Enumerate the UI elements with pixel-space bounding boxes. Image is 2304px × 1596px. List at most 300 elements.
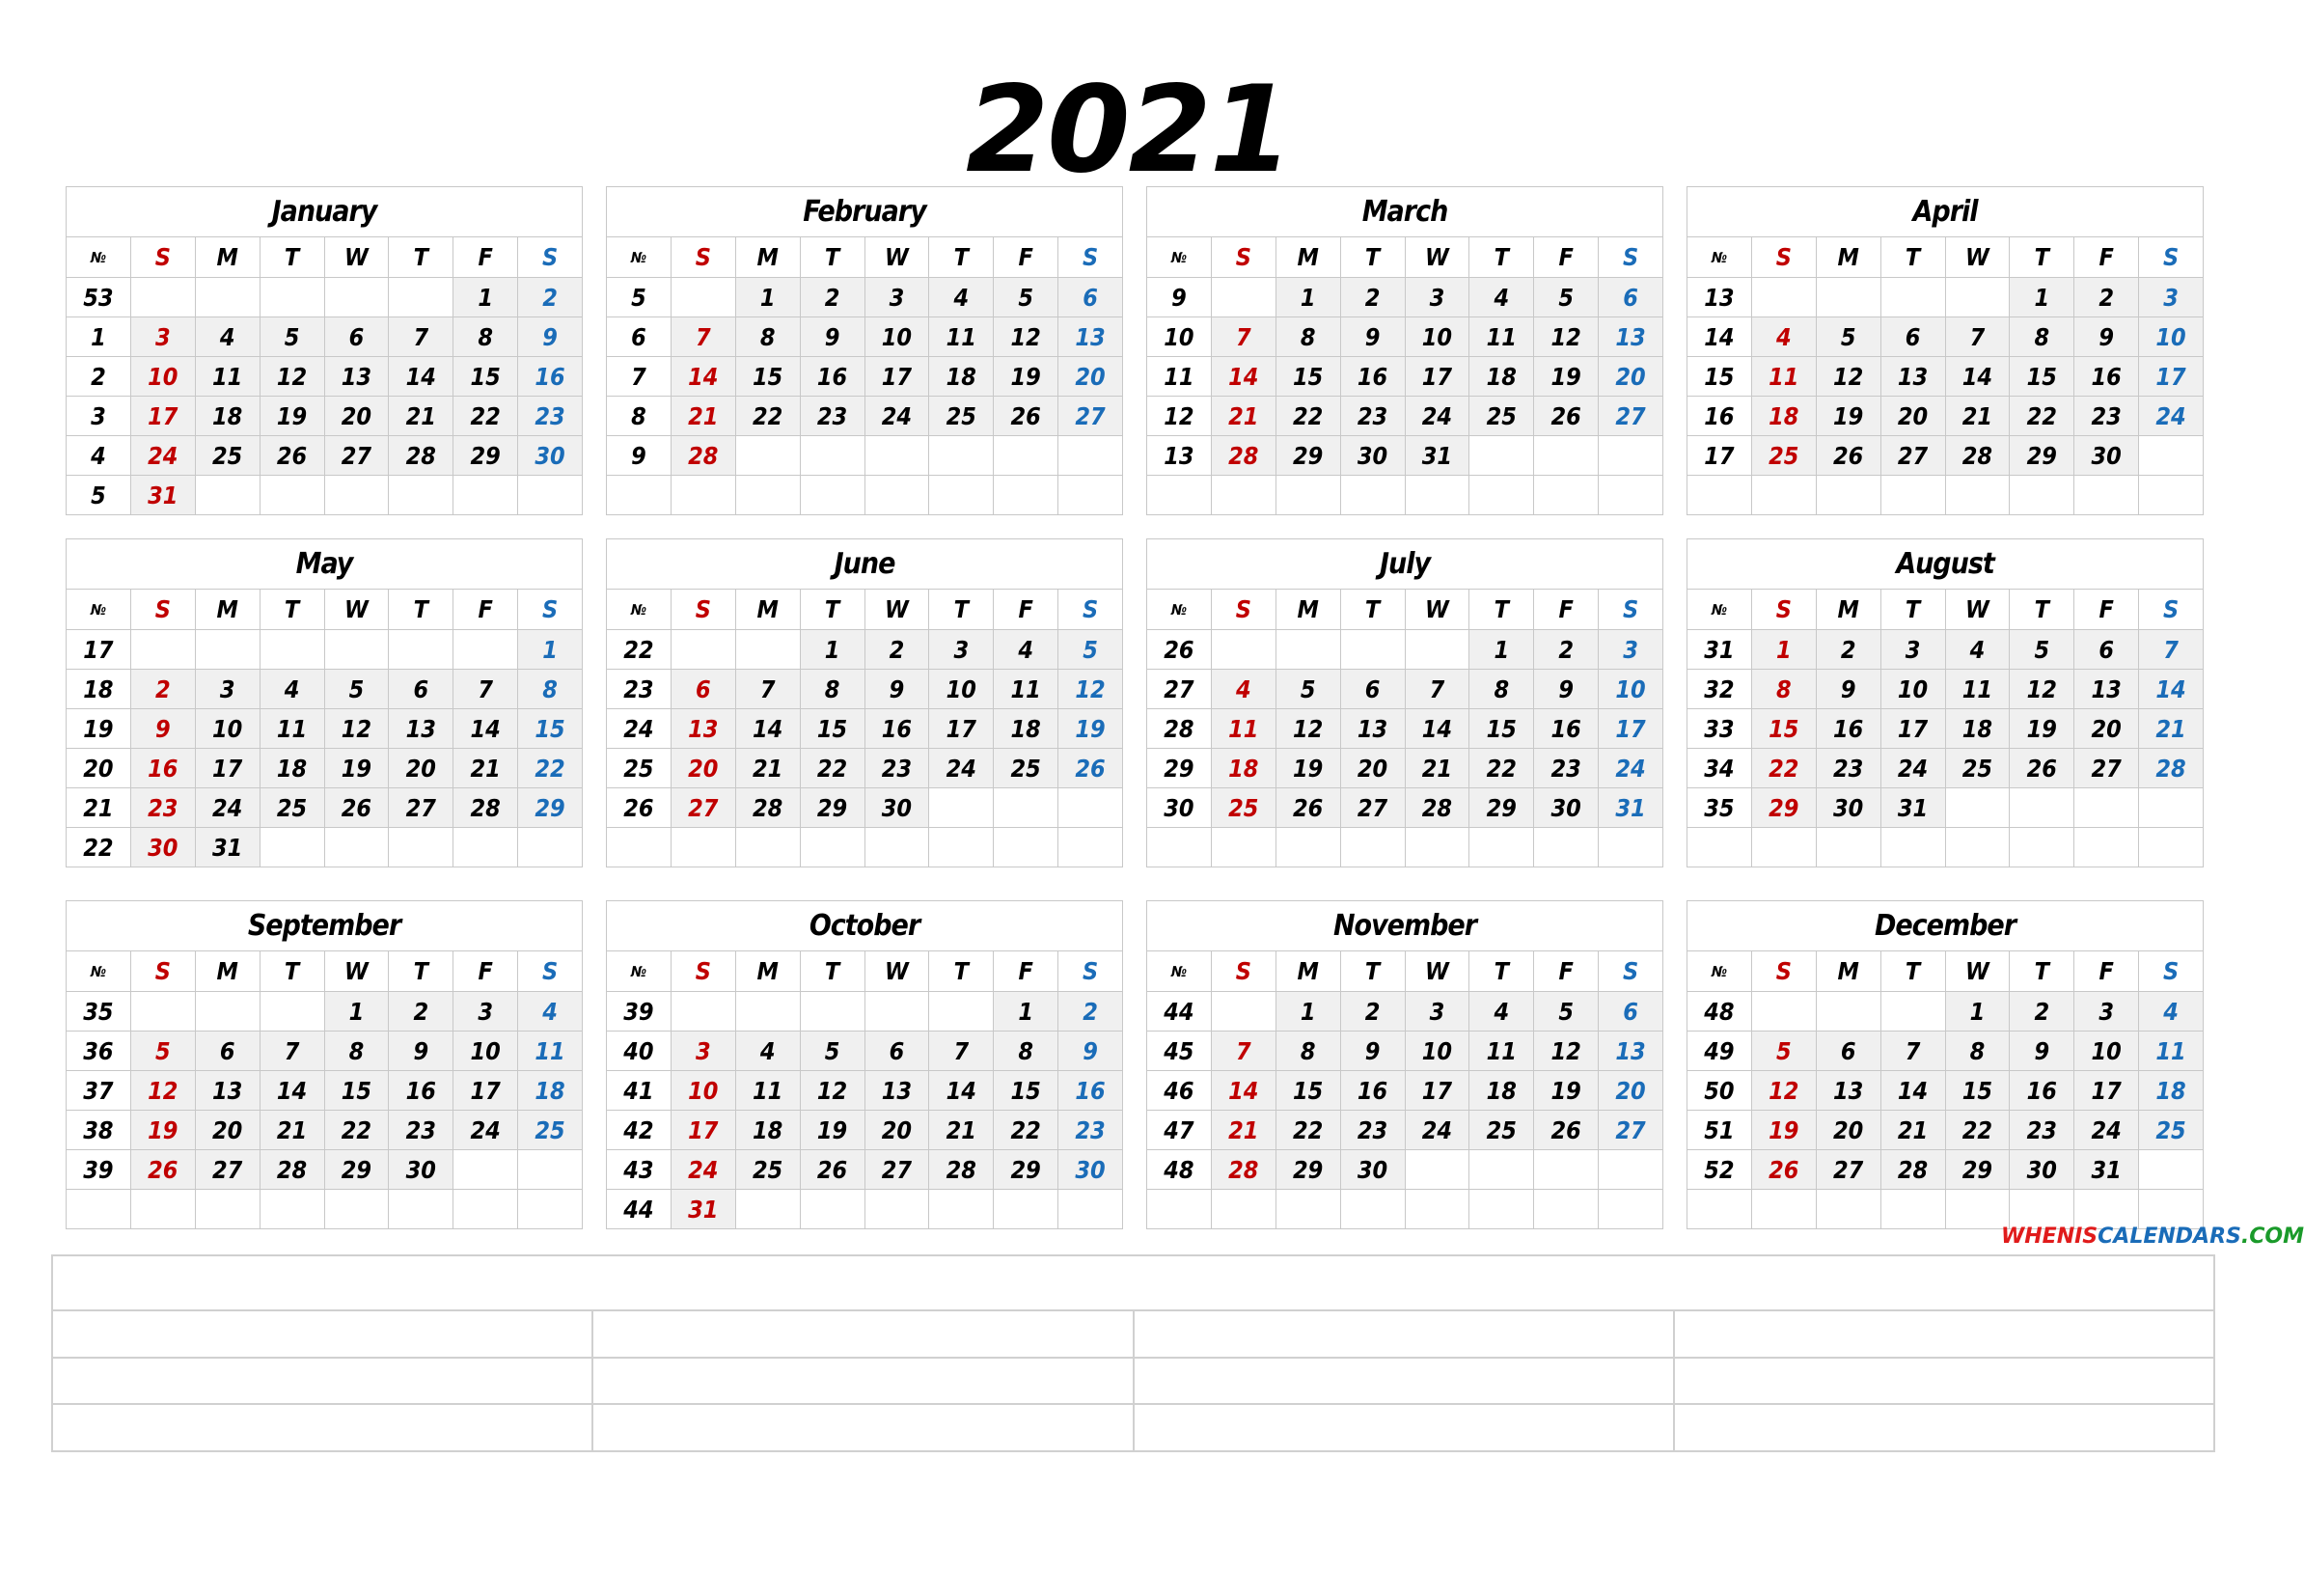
day-cell: 27 <box>1816 1150 1880 1190</box>
week-number: 24 <box>607 709 672 749</box>
day-cell: 30 <box>1340 436 1405 476</box>
day-cell <box>994 436 1058 476</box>
notes-cell[interactable] <box>592 1404 1133 1451</box>
weekday-header: S <box>2139 590 2204 630</box>
week-row <box>1687 278 2204 317</box>
day-cell: 7 <box>453 670 518 709</box>
week-row <box>1147 317 1663 357</box>
day-cell: 12 <box>1058 670 1123 709</box>
day-cell <box>2010 828 2074 867</box>
week-row <box>1687 1071 2204 1111</box>
day-cell: 31 <box>671 1190 735 1229</box>
day-cell: 25 <box>994 749 1058 788</box>
day-cell: 30 <box>864 788 929 828</box>
day-cell: 30 <box>1816 788 1880 828</box>
month-table <box>1146 900 1663 1229</box>
week-number: 47 <box>1147 1111 1212 1150</box>
day-cell <box>2074 788 2139 828</box>
day-cell: 17 <box>130 397 195 436</box>
day-cell: 12 <box>324 709 389 749</box>
day-cell <box>671 278 735 317</box>
day-cell: 8 <box>1469 670 1534 709</box>
weekday-header: T <box>1340 951 1405 992</box>
day-cell <box>671 828 735 867</box>
week-number <box>1147 828 1212 867</box>
weekday-header: M <box>195 237 260 278</box>
week-row <box>607 436 1123 476</box>
day-cell: 26 <box>130 1150 195 1190</box>
day-cell: 28 <box>929 1150 994 1190</box>
day-cell: 7 <box>1405 670 1469 709</box>
notes-cell[interactable] <box>1134 1310 1674 1358</box>
day-cell: 5 <box>1534 992 1599 1032</box>
day-cell: 13 <box>1880 357 1945 397</box>
day-cell: 20 <box>195 1111 260 1150</box>
day-cell: 14 <box>1211 357 1275 397</box>
day-cell: 15 <box>1275 1071 1340 1111</box>
day-cell: 10 <box>2074 1032 2139 1071</box>
day-cell: 18 <box>1469 1071 1534 1111</box>
week-number: 22 <box>67 828 131 867</box>
day-cell: 21 <box>260 1111 324 1150</box>
month-table <box>606 186 1123 515</box>
day-cell: 13 <box>671 709 735 749</box>
day-cell: 9 <box>1340 1032 1405 1071</box>
weekday-header: S <box>671 590 735 630</box>
week-number: 13 <box>1147 436 1212 476</box>
day-cell: 12 <box>800 1071 864 1111</box>
day-cell <box>1599 436 1663 476</box>
weekday-header: F <box>994 590 1058 630</box>
week-number: 10 <box>1147 317 1212 357</box>
day-cell <box>1534 828 1599 867</box>
week-row <box>607 397 1123 436</box>
day-cell: 11 <box>195 357 260 397</box>
day-cell: 14 <box>453 709 518 749</box>
weekday-header: M <box>1816 951 1880 992</box>
day-cell: 8 <box>2010 317 2074 357</box>
week-row <box>67 828 583 867</box>
day-cell: 5 <box>1058 630 1123 670</box>
weekday-header: T <box>260 951 324 992</box>
day-cell <box>1534 476 1599 515</box>
weekday-header: S <box>671 951 735 992</box>
weekday-header-row <box>1687 951 2204 992</box>
week-number: 27 <box>1147 670 1212 709</box>
month-name: March <box>1147 187 1663 237</box>
day-cell: 19 <box>1534 357 1599 397</box>
week-row <box>607 476 1123 515</box>
day-cell: 11 <box>735 1071 800 1111</box>
week-row <box>1687 1032 2204 1071</box>
day-cell: 27 <box>1880 436 1945 476</box>
day-cell <box>929 1190 994 1229</box>
day-cell: 11 <box>2139 1032 2204 1071</box>
weekday-header: T <box>1880 590 1945 630</box>
day-cell: 12 <box>130 1071 195 1111</box>
notes-cell[interactable] <box>1674 1358 2214 1405</box>
day-cell <box>1405 476 1469 515</box>
week-number: 19 <box>67 709 131 749</box>
day-cell: 24 <box>671 1150 735 1190</box>
day-cell <box>1211 828 1275 867</box>
day-cell: 5 <box>2010 630 2074 670</box>
day-cell: 19 <box>1058 709 1123 749</box>
day-cell: 17 <box>1405 357 1469 397</box>
notes-row <box>52 1404 2214 1451</box>
week-number: 37 <box>67 1071 131 1111</box>
week-row <box>607 709 1123 749</box>
week-number: 44 <box>607 1190 672 1229</box>
day-cell: 17 <box>1880 709 1945 749</box>
week-number <box>1687 1190 1752 1229</box>
notes-cell[interactable] <box>592 1358 1133 1405</box>
day-cell: 26 <box>1058 749 1123 788</box>
week-row <box>67 436 583 476</box>
week-number <box>67 1190 131 1229</box>
day-cell: 2 <box>1816 630 1880 670</box>
week-row <box>1687 397 2204 436</box>
day-cell <box>1751 1190 1816 1229</box>
day-cell: 7 <box>2139 630 2204 670</box>
day-cell: 18 <box>260 749 324 788</box>
day-cell: 4 <box>994 630 1058 670</box>
notes-cell[interactable] <box>52 1404 592 1451</box>
day-cell: 16 <box>1340 357 1405 397</box>
week-number <box>607 476 672 515</box>
day-cell: 20 <box>2074 709 2139 749</box>
day-cell <box>1058 1190 1123 1229</box>
week-number: 40 <box>607 1032 672 1071</box>
day-cell: 4 <box>1469 992 1534 1032</box>
day-cell <box>929 436 994 476</box>
day-cell: 3 <box>130 317 195 357</box>
notes-cell[interactable] <box>1674 1404 2214 1451</box>
day-cell <box>1599 476 1663 515</box>
weekday-header-row <box>1147 237 1663 278</box>
day-cell: 6 <box>1816 1032 1880 1071</box>
week-row <box>1147 670 1663 709</box>
day-cell: 7 <box>1211 1032 1275 1071</box>
day-cell: 15 <box>735 357 800 397</box>
day-cell: 8 <box>800 670 864 709</box>
notes-cell[interactable] <box>592 1310 1133 1358</box>
day-cell: 25 <box>260 788 324 828</box>
weekday-header: T <box>2010 237 2074 278</box>
day-cell: 11 <box>1945 670 2010 709</box>
day-cell: 20 <box>389 749 453 788</box>
day-cell: 16 <box>2074 357 2139 397</box>
day-cell: 8 <box>324 1032 389 1071</box>
week-row <box>67 1032 583 1071</box>
weekday-header: S <box>1751 951 1816 992</box>
day-cell <box>800 1190 864 1229</box>
day-cell: 15 <box>453 357 518 397</box>
month-calendar <box>1146 900 1663 1221</box>
day-cell <box>1058 436 1123 476</box>
day-cell: 15 <box>518 709 583 749</box>
day-cell: 9 <box>864 670 929 709</box>
week-row <box>1147 1190 1663 1229</box>
day-cell: 11 <box>929 317 994 357</box>
day-cell <box>2074 828 2139 867</box>
day-cell: 6 <box>1340 670 1405 709</box>
day-cell: 25 <box>1751 436 1816 476</box>
weekday-header: F <box>994 237 1058 278</box>
day-cell: 7 <box>735 670 800 709</box>
week-row <box>1147 278 1663 317</box>
day-cell: 23 <box>864 749 929 788</box>
day-cell <box>1211 278 1275 317</box>
day-cell <box>1534 436 1599 476</box>
day-cell: 15 <box>1751 709 1816 749</box>
weekday-header: M <box>1816 590 1880 630</box>
day-cell: 18 <box>929 357 994 397</box>
day-cell <box>994 1190 1058 1229</box>
weekday-header: S <box>1751 590 1816 630</box>
week-number: 28 <box>1147 709 1212 749</box>
day-cell <box>1816 828 1880 867</box>
day-cell: 14 <box>389 357 453 397</box>
day-cell: 26 <box>1275 788 1340 828</box>
week-row <box>67 709 583 749</box>
day-cell <box>929 788 994 828</box>
day-cell: 30 <box>1058 1150 1123 1190</box>
week-number: 49 <box>1687 1032 1752 1071</box>
day-cell: 2 <box>2074 278 2139 317</box>
month-name: November <box>1147 901 1663 951</box>
day-cell: 22 <box>2010 397 2074 436</box>
day-cell: 9 <box>2010 1032 2074 1071</box>
day-cell: 23 <box>1816 749 1880 788</box>
week-number-header: № <box>67 951 131 992</box>
day-cell: 6 <box>1599 992 1663 1032</box>
day-cell: 30 <box>1340 1150 1405 1190</box>
weekday-header: T <box>800 590 864 630</box>
day-cell: 14 <box>2139 670 2204 709</box>
day-cell: 16 <box>800 357 864 397</box>
day-cell: 25 <box>2139 1111 2204 1150</box>
day-cell: 14 <box>1945 357 2010 397</box>
month-calendar <box>606 538 1123 859</box>
day-cell: 27 <box>324 436 389 476</box>
day-cell <box>1816 992 1880 1032</box>
month-name: August <box>1687 539 2204 590</box>
notes-cell[interactable] <box>52 1255 2214 1310</box>
day-cell: 4 <box>518 992 583 1032</box>
day-cell <box>1275 630 1340 670</box>
day-cell <box>1534 1150 1599 1190</box>
logo-part-3: .COM <box>2240 1225 2304 1249</box>
day-cell <box>324 828 389 867</box>
day-cell <box>1599 1190 1663 1229</box>
day-cell <box>324 630 389 670</box>
month-table <box>606 900 1123 1229</box>
notes-cell[interactable] <box>52 1310 592 1358</box>
day-cell: 5 <box>130 1032 195 1071</box>
day-cell: 26 <box>800 1150 864 1190</box>
day-cell: 17 <box>671 1111 735 1150</box>
day-cell <box>130 992 195 1032</box>
day-cell <box>1340 828 1405 867</box>
month-name: April <box>1687 187 2204 237</box>
day-cell <box>735 992 800 1032</box>
day-cell: 9 <box>2074 317 2139 357</box>
week-row <box>67 992 583 1032</box>
weekday-header: F <box>1534 237 1599 278</box>
week-row <box>607 992 1123 1032</box>
weekday-header: S <box>1211 951 1275 992</box>
day-cell: 27 <box>2074 749 2139 788</box>
weekday-header-row <box>67 951 583 992</box>
day-cell: 6 <box>324 317 389 357</box>
weekday-header: S <box>1058 951 1123 992</box>
day-cell: 1 <box>1275 278 1340 317</box>
week-row <box>67 670 583 709</box>
day-cell: 14 <box>1405 709 1469 749</box>
day-cell: 30 <box>518 436 583 476</box>
day-cell: 30 <box>2010 1150 2074 1190</box>
weekday-header: W <box>324 590 389 630</box>
day-cell: 9 <box>389 1032 453 1071</box>
day-cell: 8 <box>453 317 518 357</box>
day-cell: 21 <box>1211 397 1275 436</box>
day-cell: 20 <box>1599 357 1663 397</box>
day-cell: 26 <box>1751 1150 1816 1190</box>
day-cell: 22 <box>994 1111 1058 1150</box>
day-cell: 3 <box>671 1032 735 1071</box>
day-cell: 24 <box>864 397 929 436</box>
notes-cell[interactable] <box>52 1358 592 1405</box>
day-cell <box>1751 476 1816 515</box>
weekday-header: W <box>1405 237 1469 278</box>
day-cell <box>735 1190 800 1229</box>
day-cell: 7 <box>389 317 453 357</box>
week-row <box>1147 788 1663 828</box>
weekday-header: W <box>1945 951 2010 992</box>
day-cell: 2 <box>389 992 453 1032</box>
day-cell <box>453 1150 518 1190</box>
day-cell: 14 <box>1211 1071 1275 1111</box>
day-cell <box>2139 1150 2204 1190</box>
day-cell: 19 <box>260 397 324 436</box>
day-cell: 1 <box>453 278 518 317</box>
day-cell <box>260 992 324 1032</box>
day-cell <box>735 476 800 515</box>
day-cell: 4 <box>195 317 260 357</box>
day-cell: 4 <box>1469 278 1534 317</box>
day-cell <box>929 828 994 867</box>
day-cell: 3 <box>2074 992 2139 1032</box>
day-cell: 15 <box>1945 1071 2010 1111</box>
day-cell: 11 <box>1751 357 1816 397</box>
week-row <box>607 1150 1123 1190</box>
day-cell: 13 <box>1599 317 1663 357</box>
weekday-header: S <box>2139 951 2204 992</box>
weekday-header-row <box>67 237 583 278</box>
week-row <box>1687 357 2204 397</box>
day-cell: 19 <box>994 357 1058 397</box>
day-cell: 20 <box>1340 749 1405 788</box>
day-cell: 10 <box>929 670 994 709</box>
week-number: 22 <box>607 630 672 670</box>
day-cell: 26 <box>260 436 324 476</box>
day-cell <box>1816 278 1880 317</box>
day-cell <box>1880 992 1945 1032</box>
day-cell: 23 <box>389 1111 453 1150</box>
weekday-header: S <box>518 590 583 630</box>
month-calendar <box>1146 186 1663 507</box>
day-cell: 27 <box>1599 1111 1663 1150</box>
month-name: December <box>1687 901 2204 951</box>
day-cell: 25 <box>929 397 994 436</box>
week-row <box>67 397 583 436</box>
notes-cell[interactable] <box>1134 1358 1674 1405</box>
day-cell: 3 <box>453 992 518 1032</box>
day-cell <box>735 630 800 670</box>
day-cell: 20 <box>1058 357 1123 397</box>
day-cell: 28 <box>1211 436 1275 476</box>
day-cell: 29 <box>800 788 864 828</box>
weekday-header: F <box>2074 237 2139 278</box>
week-number-header: № <box>1687 951 1752 992</box>
day-cell: 6 <box>389 670 453 709</box>
month-table <box>1687 900 2204 1229</box>
weekday-header: M <box>1275 590 1340 630</box>
weekday-header: S <box>1599 237 1663 278</box>
weekday-header: S <box>1058 237 1123 278</box>
day-cell <box>1469 436 1534 476</box>
week-number <box>607 828 672 867</box>
day-cell: 20 <box>1880 397 1945 436</box>
weekday-header: T <box>800 237 864 278</box>
day-cell <box>1816 476 1880 515</box>
day-cell: 6 <box>1599 278 1663 317</box>
week-number <box>1687 828 1752 867</box>
week-number: 46 <box>1147 1071 1212 1111</box>
day-cell: 3 <box>2139 278 2204 317</box>
day-cell: 14 <box>929 1071 994 1111</box>
day-cell: 23 <box>2010 1111 2074 1150</box>
weekday-header-row <box>1147 590 1663 630</box>
week-row <box>67 357 583 397</box>
day-cell: 12 <box>1534 317 1599 357</box>
weekday-header: T <box>2010 590 2074 630</box>
weekday-header: F <box>994 951 1058 992</box>
day-cell: 28 <box>1211 1150 1275 1190</box>
notes-cell[interactable] <box>1674 1310 2214 1358</box>
week-number: 9 <box>607 436 672 476</box>
day-cell: 19 <box>324 749 389 788</box>
day-cell: 9 <box>1534 670 1599 709</box>
day-cell: 29 <box>2010 436 2074 476</box>
day-cell <box>864 1190 929 1229</box>
day-cell: 8 <box>735 317 800 357</box>
notes-cell[interactable] <box>1134 1404 1674 1451</box>
day-cell: 28 <box>735 788 800 828</box>
day-cell <box>195 992 260 1032</box>
day-cell <box>324 1190 389 1229</box>
day-cell <box>260 476 324 515</box>
day-cell: 18 <box>195 397 260 436</box>
day-cell <box>1405 1150 1469 1190</box>
day-cell <box>1880 828 1945 867</box>
day-cell: 28 <box>260 1150 324 1190</box>
weekday-header: M <box>1816 237 1880 278</box>
day-cell: 18 <box>1211 749 1275 788</box>
day-cell <box>324 278 389 317</box>
weekday-header: S <box>2139 237 2204 278</box>
